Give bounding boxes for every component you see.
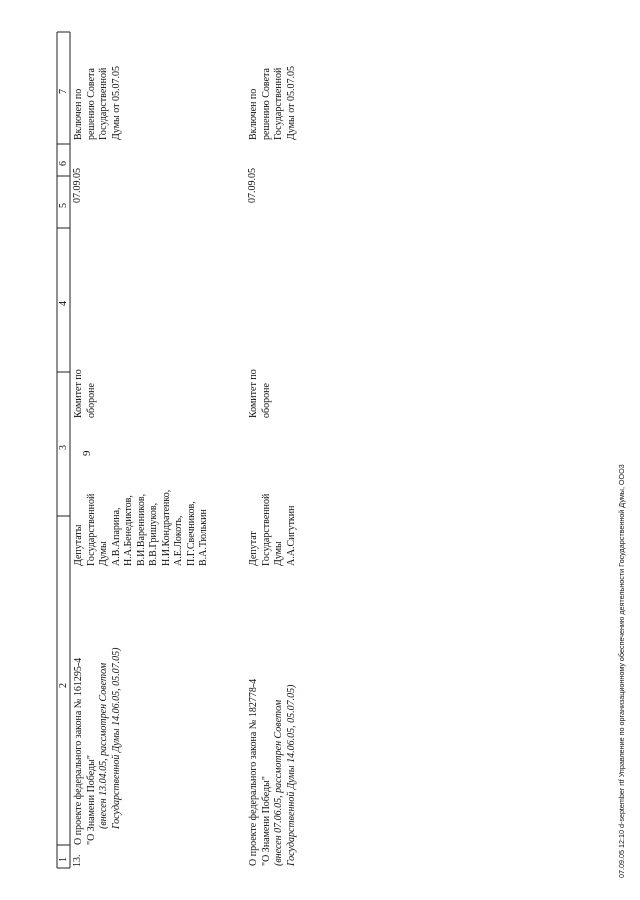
status-line: Государственной bbox=[98, 67, 109, 140]
bill-title: О проекте федерального закона № 182778-4 bbox=[248, 678, 259, 866]
bill-note: (внесен 13.04.05, рассмотрен Советом bbox=[98, 662, 109, 829]
status-line: Думы от 05.07.05 bbox=[285, 66, 297, 140]
author-line: Депутат bbox=[248, 531, 259, 566]
bill-note: Государственной Думы 14.06.05, 05.07.05) bbox=[285, 684, 297, 866]
header-col-3: 3 bbox=[58, 445, 69, 450]
author-line: Н.А.Бенедиктов, bbox=[123, 495, 134, 566]
author-line: Государственной bbox=[260, 493, 272, 566]
author-line: В.А.Тюлькин bbox=[198, 509, 209, 566]
authors bbox=[73, 490, 211, 566]
status-line: решению Совета bbox=[260, 68, 272, 140]
status-line: Включен по bbox=[73, 88, 84, 140]
status-note bbox=[248, 66, 298, 140]
header-col-2: 2 bbox=[58, 683, 69, 688]
header-col-6: 6 bbox=[58, 161, 69, 166]
row-number: 13. bbox=[72, 854, 83, 867]
status-line: Включен по bbox=[248, 88, 259, 140]
author-line: А.А.Сигуткин bbox=[285, 505, 297, 566]
status-line: Государственной bbox=[273, 67, 284, 140]
bill-description bbox=[73, 648, 123, 845]
committee-line: Комитет по bbox=[73, 369, 84, 418]
committee-line: обороне bbox=[85, 383, 97, 418]
header-col-5: 5 bbox=[58, 203, 69, 208]
bill-title: О проекте федерального закона № 161295-4 bbox=[73, 657, 84, 845]
authors bbox=[248, 494, 298, 566]
committee bbox=[248, 369, 273, 418]
status-line: Думы от 05.07.05 bbox=[110, 66, 122, 140]
header-col-1: 1 bbox=[58, 857, 69, 862]
bill-subject: "О Знамени Победы" bbox=[85, 755, 97, 845]
header-col-7: 7 bbox=[58, 89, 69, 94]
bill-note: Государственной Думы 14.06.05, 05.07.05) bbox=[110, 647, 122, 829]
committee-line: Комитет по bbox=[248, 369, 259, 418]
author-line: Государственной bbox=[85, 493, 97, 566]
date: 07.09.05 bbox=[247, 168, 258, 203]
bill-description bbox=[248, 679, 298, 866]
bill-note: (внесен 07.06.05, рассмотрен Советом bbox=[273, 699, 284, 866]
author-line: Думы bbox=[273, 541, 284, 566]
author-line: Депутаты bbox=[73, 524, 84, 566]
status-note bbox=[73, 66, 123, 140]
author-line: А.Е.Локоть, bbox=[173, 515, 184, 566]
page-number: 9 bbox=[81, 450, 93, 456]
author-line: Н.И.Кондратенко, bbox=[160, 489, 172, 566]
committee-line: обороне bbox=[260, 383, 272, 418]
bill-subject: "О Знамени Победы" bbox=[260, 776, 272, 866]
author-line: Думы bbox=[98, 541, 109, 566]
committee bbox=[73, 369, 98, 418]
author-line: В.В.Гришуков, bbox=[148, 502, 159, 566]
author-line: П.Г.Свечников, bbox=[185, 501, 197, 566]
footer-text: 07.09.05 12:10 d-september rtf Управление по организационному обеспечению деятельности Государственной Думы, ООО3 bbox=[617, 464, 626, 878]
status-line: решению Совета bbox=[85, 68, 97, 140]
header-col-4: 4 bbox=[58, 301, 69, 306]
author-line: А.В.Апарина, bbox=[110, 507, 122, 566]
date: 07.09.05 bbox=[72, 168, 83, 203]
author-line: В.И.Варенников, bbox=[135, 493, 147, 566]
